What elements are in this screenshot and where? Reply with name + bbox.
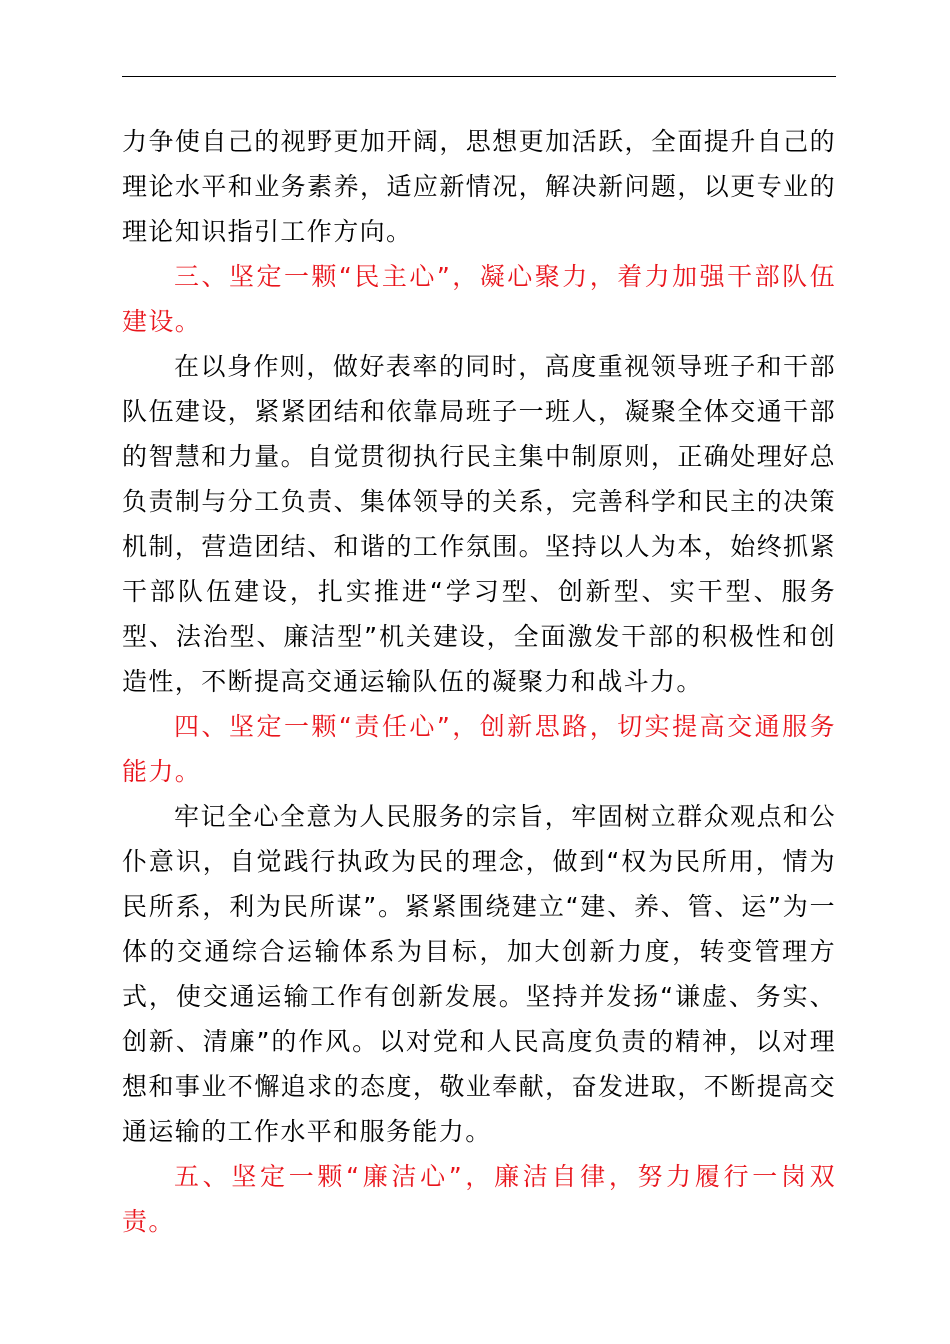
- section-heading-4: 四、坚定一颗“责任心”，创新思路，切实提高交通服务能力。: [122, 712, 836, 786]
- section-heading-5: 五、坚定一颗“廉洁心”，廉洁自律，努力履行一岗双责。: [122, 1162, 836, 1236]
- header-rule: [122, 76, 836, 77]
- body-paragraph-4: 牢记全心全意为人民服务的宗旨，牢固树立群众观点和公仆意识，自觉践行执政为民的理念，做到“权为民所用，情为民所系，利为民所谋”。紧紧围绕建立“建、养、管、运”为一体的交通综合运输体系为目标，加大创新力度，转变管理方式，使交通运输工作有创新发展。坚持并发扬“谦虚、务实、创新、清廉”的作风。以对党和人民高度负责的精神，以对理想和事业不懈追求的态度，敬业奉献，奋发进取，不断提高交通运输的工作水平和服务能力。: [122, 802, 836, 1146]
- body-paragraph-3: 在以身作则，做好表率的同时，高度重视领导班子和干部队伍建设，紧紧团结和依靠局班子一班人，凝聚全体交通干部的智慧和力量。自觉贯彻执行民主集中制原则，正确处理好总负责制与分工负责、集体领导的关系，完善科学和民主的决策机制，营造团结、和谐的工作氛围。坚持以人为本，始终抓紧干部队伍建设，扎实推进“学习型、创新型、实干型、服务型、法治型、廉洁型”机关建设，全面激发干部的积极性和创造性，不断提高交通运输队伍的凝聚力和战斗力。: [122, 352, 836, 696]
- document-body: [122, 119, 836, 1244]
- body-paragraph-continuation: 力争使自己的视野更加开阔，思想更加活跃，全面提升自己的理论水平和业务素养，适应新情况，解决新问题，以更专业的理论知识指引工作方向。: [122, 127, 836, 246]
- section-heading-3: 三、坚定一颗“民主心”，凝心聚力，着力加强干部队伍建设。: [122, 262, 836, 336]
